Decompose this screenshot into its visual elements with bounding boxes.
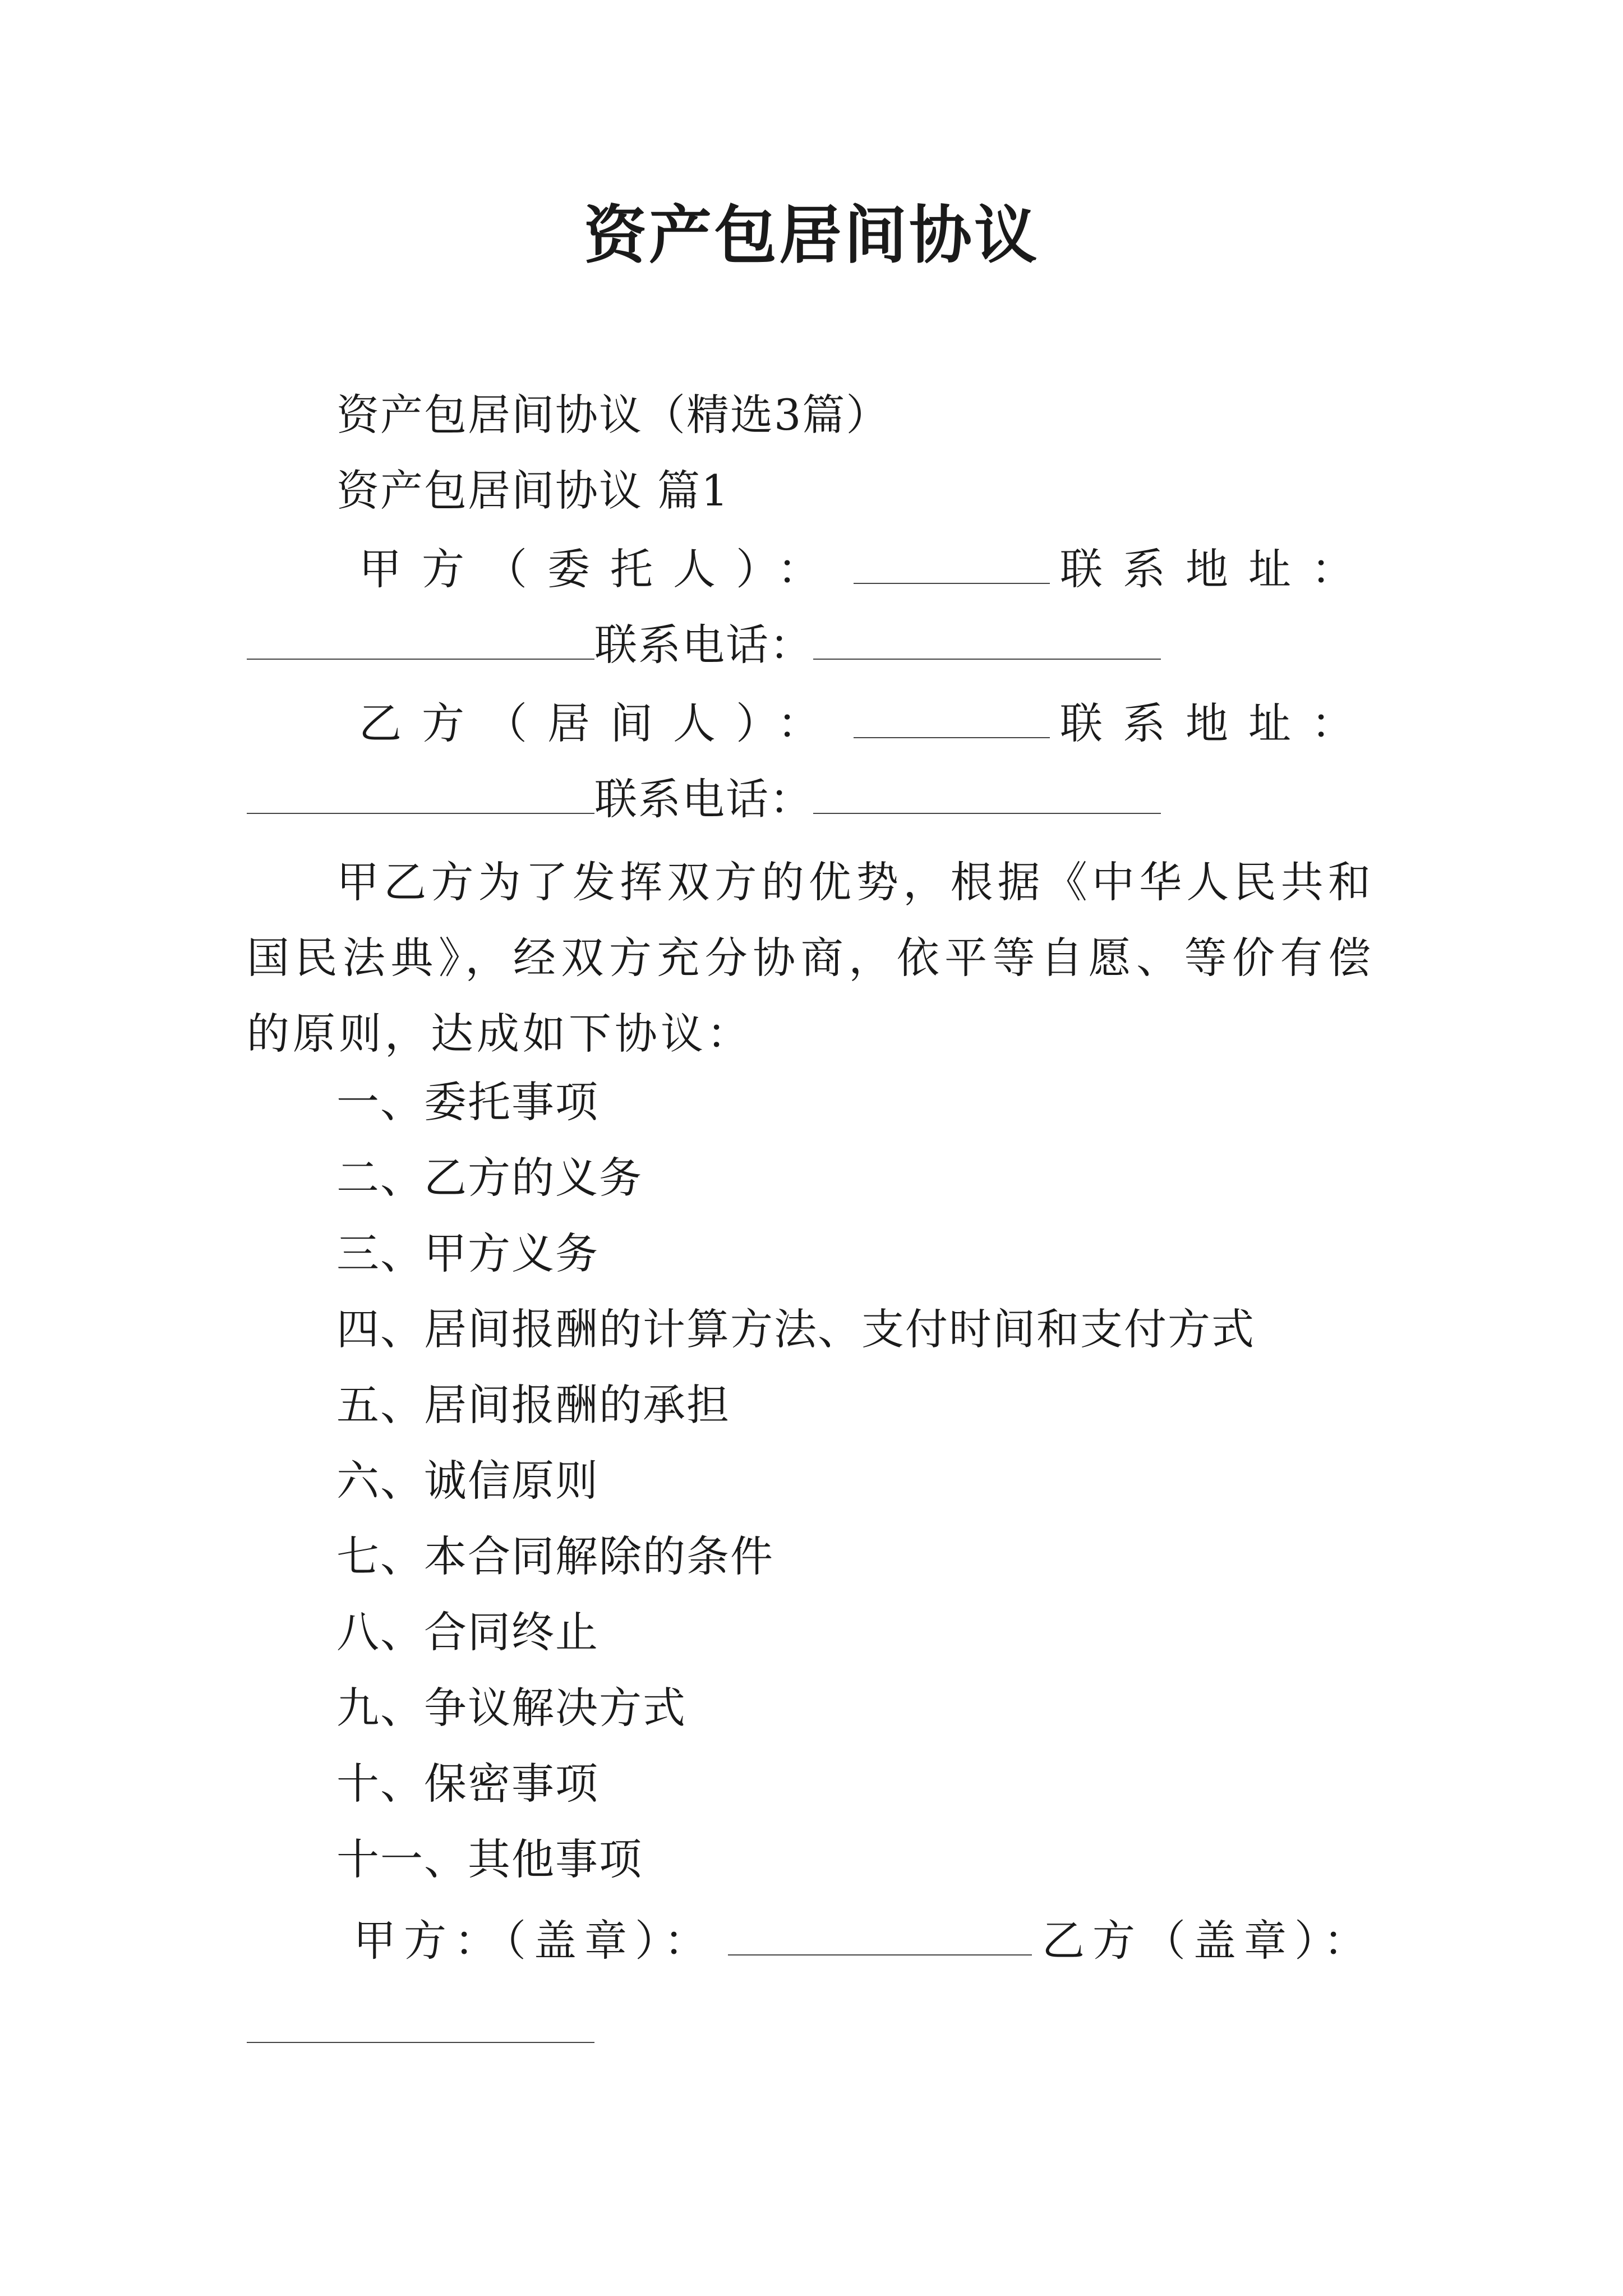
clause-item: 五、居间报酬的承担 [336, 1380, 730, 1430]
signature-row [353, 1913, 1374, 1969]
clause-item: 十、保密事项 [336, 1759, 599, 1809]
clause-item: 八、合同终止 [336, 1607, 599, 1657]
party-a-address-label: 联系地址： [1060, 544, 1374, 594]
preamble-paragraph: 甲乙方为了发挥双方的优势，根据《中华人民共和国民法典》，经双方充分协商，依平等自愿、等价有偿的原则，达成如下协议： [247, 857, 1374, 1059]
party-b-phone-field[interactable] [813, 774, 1161, 814]
party-b-label: 乙方（居间人）： [359, 698, 840, 748]
document-title: 资产包居间协议 [584, 199, 1039, 272]
clause-item: 九、争议解决方式 [336, 1683, 686, 1733]
party-b-address-field[interactable] [247, 774, 594, 814]
party-b-address-label: 联系地址： [1060, 698, 1374, 748]
party-b-row-2 [247, 771, 1161, 827]
party-a-row [359, 541, 1374, 597]
party-b-name-field[interactable] [854, 698, 1050, 738]
clause-item: 二、乙方的义务 [336, 1153, 643, 1203]
party-b-seal-field[interactable] [247, 2042, 594, 2043]
subtitle: 资产包居间协议（精选3篇） [336, 390, 890, 440]
party-b-row [359, 696, 1374, 752]
party-a-phone-label: 联系电话： [594, 620, 813, 670]
party-a-phone-field[interactable] [813, 619, 1161, 660]
party-a-seal-label: 甲方：（盖章）： [353, 1916, 714, 1966]
clause-item: 六、诚信原则 [336, 1456, 599, 1506]
party-a-address-field[interactable] [247, 619, 594, 660]
party-a-seal-field[interactable] [728, 1915, 1032, 1955]
party-a-row-2 [247, 617, 1161, 673]
party-a-label: 甲方（委托人）： [359, 544, 840, 594]
clause-item: 三、甲方义务 [336, 1228, 599, 1278]
clause-item: 七、本合同解除的条件 [336, 1531, 774, 1581]
party-a-name-field[interactable] [854, 544, 1050, 584]
clause-item: 十一、其他事项 [336, 1834, 643, 1884]
section-heading: 资产包居间协议 篇1 [336, 466, 730, 516]
party-b-phone-label: 联系电话： [594, 774, 813, 824]
party-b-seal-label: 乙方（盖章）： [1042, 1916, 1374, 1966]
clause-item: 一、委托事项 [336, 1077, 599, 1127]
clause-item: 四、居间报酬的计算方法、支付时间和支付方式 [336, 1304, 1255, 1354]
